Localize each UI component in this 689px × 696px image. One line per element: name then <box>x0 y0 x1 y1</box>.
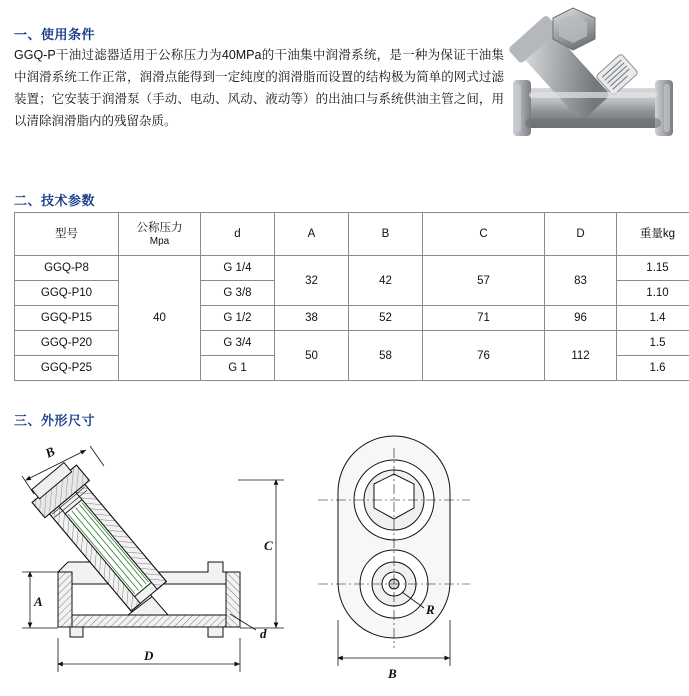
cell-weight: 1.6 <box>617 356 689 381</box>
header-b <box>349 213 423 256</box>
dim-label-b-front: B <box>42 443 58 461</box>
dim-label-d-thread: d <box>260 626 267 641</box>
cell-d-length: 96 <box>545 306 617 331</box>
table-row <box>15 306 689 331</box>
header-c <box>423 213 545 256</box>
cell-d-length: 112 <box>545 331 617 381</box>
cell-b: 58 <box>349 331 423 381</box>
cell-model: GGQ-P25 <box>15 356 119 381</box>
cell-model: GGQ-P8 <box>15 256 119 281</box>
header-model <box>15 213 119 256</box>
dim-label-c-front: C <box>264 538 273 553</box>
section-heading-parameters: 二、技术参数 <box>14 193 96 208</box>
usage-paragraph: GGQ-P干油过滤器适用于公称压力为40MPa的干油集中润滑系统，是一种为保证干油集中润滑系统工作正常，润滑点能得到一定纯度的润滑脂而设置的结构极为简单的网式过滤装置；它安装于润滑泵（手动、电动、风动、液动等）的出油口与系统供油主管之间，用以清除润滑脂内的残留杂质。 <box>14 48 504 128</box>
header-model-text: 型号 <box>55 227 78 240</box>
cell-c: 71 <box>423 306 545 331</box>
dim-label-b-top: B <box>388 666 397 681</box>
header-c-text: C <box>479 227 488 240</box>
cell-d: G 3/4 <box>201 331 275 356</box>
cell-a: 38 <box>275 306 349 331</box>
header-d <box>201 213 275 256</box>
section-heading-dimensions: 三、外形尺寸 <box>14 413 96 428</box>
cell-weight: 1.10 <box>617 281 689 306</box>
table-header-row <box>15 213 689 256</box>
header-weight <box>617 213 689 256</box>
cell-model: GGQ-P10 <box>15 281 119 306</box>
cell-c: 57 <box>423 256 545 306</box>
header-d-text: d <box>234 227 241 240</box>
cell-a: 32 <box>275 256 349 306</box>
dim-label-d-front: D <box>144 648 154 663</box>
header-d-length-text: D <box>576 227 585 240</box>
product-photo <box>505 6 681 166</box>
header-weight-text: 重量kg <box>639 227 676 240</box>
table-row <box>15 256 689 281</box>
spec-table <box>14 212 689 381</box>
cell-a: 50 <box>275 331 349 381</box>
header-d-length <box>545 213 617 256</box>
cell-weight: 1.4 <box>617 306 689 331</box>
cell-model: GGQ-P15 <box>15 306 119 331</box>
header-a <box>275 213 349 256</box>
cell-b: 42 <box>349 256 423 306</box>
cell-d: G 1/2 <box>201 306 275 331</box>
cell-c: 76 <box>423 331 545 381</box>
cell-b: 52 <box>349 306 423 331</box>
section-heading-usage: 一、使用条件 <box>14 27 96 42</box>
cell-model: GGQ-P20 <box>15 331 119 356</box>
dim-label-a-front: A <box>34 594 43 609</box>
table-row <box>15 331 689 356</box>
cell-d-length: 83 <box>545 256 617 306</box>
cell-d: G 3/8 <box>201 281 275 306</box>
cell-weight: 1.15 <box>617 256 689 281</box>
header-a-text: A <box>307 227 316 240</box>
spec-table-wrapper <box>14 212 674 381</box>
header-b-text: B <box>381 227 390 240</box>
header-pressure-text: 公称压力 <box>136 221 183 234</box>
cell-pressure: 40 <box>119 256 201 381</box>
header-pressure <box>119 213 201 256</box>
header-pressure-unit: Mpa <box>149 235 170 247</box>
dim-label-r-top: R <box>426 602 435 617</box>
cell-d: G 1 <box>201 356 275 381</box>
dimension-drawings <box>8 432 680 682</box>
cell-weight: 1.5 <box>617 331 689 356</box>
cell-d: G 1/4 <box>201 256 275 281</box>
